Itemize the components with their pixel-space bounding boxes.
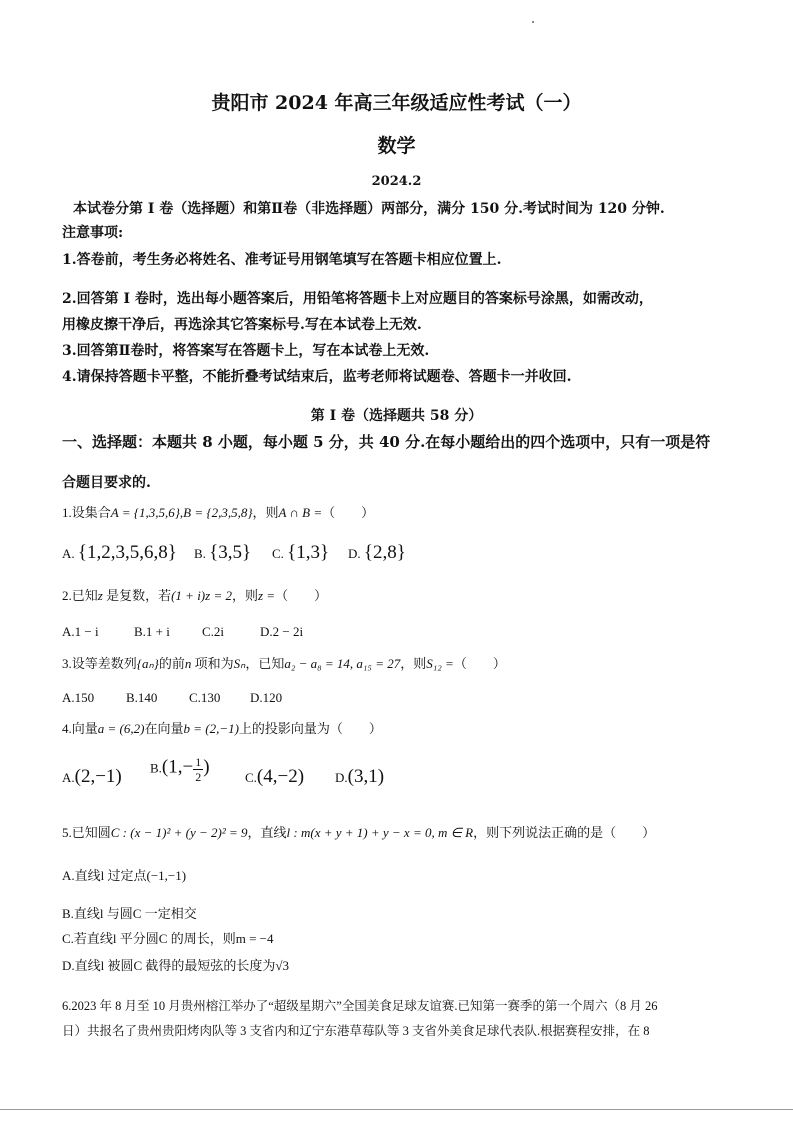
q1-option-b[interactable]: B. {3,5}: [194, 542, 252, 563]
notice-item-2-cont: 用橡皮擦干净后，再选涂其它答案标号.写在本试卷上无效.: [62, 317, 422, 333]
q2-option-b[interactable]: B.1 + i: [134, 624, 170, 639]
q1-comma: ,: [179, 505, 184, 520]
question-4: [62, 718, 382, 737]
q5-circle: C : (x − 1)² + (y − 2)² = 9: [110, 825, 248, 840]
q3-expr: S₁₂ =: [426, 656, 454, 671]
q5-option-b[interactable]: B.直线l 与圆C 一定相交: [62, 906, 197, 921]
q5-line: l : m(x + y + 1) + y − x = 0, m ∈ R: [286, 825, 474, 840]
q4-tail: 上的投影向量为（ ）: [238, 721, 382, 736]
q1-option-c[interactable]: C. {1,3}: [272, 542, 330, 563]
q4-option-a[interactable]: A.(2,−1): [62, 766, 122, 787]
q4-option-c[interactable]: C.(4,−2): [245, 766, 305, 787]
question-1: [62, 502, 374, 521]
q1-mid: ，则: [252, 505, 279, 520]
q4-option-b[interactable]: B.(1,− $\frac{1}{2}$ ): [150, 755, 210, 784]
q1-paren: （ ）: [322, 505, 375, 520]
q4-option-d[interactable]: D.(3,1): [335, 766, 385, 787]
q3-mid2: 项和为: [191, 656, 234, 671]
q2-mid2: ，则: [231, 588, 258, 603]
q4-vector-a: a = (6,2): [97, 721, 145, 736]
notice-item-3: 3.回答第Ⅱ卷时，将答案写在答题卡上，写在本试卷上无效.: [62, 343, 430, 359]
q2-var: z: [97, 588, 103, 603]
q2-paren: （ ）: [275, 588, 328, 603]
q2-option-a[interactable]: A.1 − i: [62, 624, 99, 639]
q3-condition: a₂ − a₈ = 14, a₁₅ = 27: [284, 656, 401, 671]
question-5: [62, 822, 655, 841]
q3-n: n: [184, 656, 192, 671]
question-6-line-1: 6.2023 年 8 月至 10 月贵州榕江举办了“超级星期六”全国美食足球友谊赛.已知第一赛季的第一个周六（8 月 26: [62, 999, 658, 1013]
q3-option-a[interactable]: A.150: [62, 690, 95, 705]
q1-set-b: B = {2,3,5,8}: [183, 505, 253, 520]
question-2: [62, 585, 327, 604]
q1-set-a: A = {1,3,5,6}: [110, 505, 180, 520]
q3-option-d[interactable]: D.120: [250, 690, 283, 705]
page-speck: [532, 21, 534, 23]
notice-item-2: 2.回答第 I 卷时，选出每小题答案后，用铅笔将答题卡上对应题目的答案标号涂黑，如需改动，: [62, 291, 653, 307]
part-heading-cont: 合题目要求的.: [62, 475, 151, 491]
q5-tail: ，则下列说法正确的是（ ）: [473, 825, 656, 840]
q1-option-d[interactable]: D. {2,8}: [348, 542, 406, 563]
q5-option-d[interactable]: D.直线l 被圆C 截得的最短弦的长度为√3: [62, 958, 290, 973]
q2-prefix: 2.已知: [62, 588, 98, 603]
exam-date: 2024.2: [371, 174, 422, 189]
q2-equation: (1 + i)z = 2: [171, 588, 232, 603]
q5-prefix: 5.已知圆: [62, 825, 111, 840]
q3-option-c[interactable]: C.130: [189, 690, 221, 705]
q2-option-d[interactable]: D.2 − 2i: [260, 624, 304, 639]
q2-expr: z =: [257, 588, 276, 603]
q3-sn: Sₙ: [233, 656, 246, 671]
page-bottom-rule: [0, 1109, 793, 1110]
notice-item-4: 4.请保持答题卡平整，不能折叠考试结束后，监考老师将试题卷、答题卡一并收回.: [62, 369, 572, 385]
q4-mid: 在向量: [144, 721, 184, 736]
q5-option-c[interactable]: C.若直线l 平分圆C 的周长，则m = −4: [62, 931, 274, 946]
q4-b-fraction: $\frac{1}{2}$: [195, 755, 202, 784]
section-heading: 第 I 卷（选择题共 58 分）: [310, 408, 483, 424]
q4-vector-b: b = (2,−1): [183, 721, 239, 736]
part-heading: 一、选择题：本题共 8 小题，每小题 5 分，共 40 分.在每小题给出的四个选项中，只有一项是符: [62, 433, 711, 451]
q3-paren: （ ）: [453, 656, 506, 671]
q2-option-c[interactable]: C.2i: [202, 624, 225, 639]
q1-expr: A ∩ B =: [278, 505, 323, 520]
exam-subject: 数学: [377, 135, 416, 157]
exam-intro: 本试卷分第 I 卷（选择题）和第Ⅱ卷（非选择题）两部分，满分 150 分.考试时间为 120 分钟.: [73, 201, 665, 217]
notice-item-1: 1.答卷前，考生务必将姓名、准考证号用钢笔填写在答题卡相应位置上.: [62, 252, 502, 268]
q3-option-b[interactable]: B.140: [126, 690, 158, 705]
question-6-line-2: 日）共报名了贵州贵阳烤肉队等 3 支省内和辽宁东港草莓队等 3 支省外美食足球代表队.根据赛程安排，在 8: [62, 1024, 650, 1038]
q3-mid1: 的前: [158, 656, 185, 671]
question-3: [62, 653, 506, 672]
notice-heading: 注意事项:: [62, 225, 124, 241]
q3-sequence: {aₙ}: [136, 656, 159, 671]
q3-prefix: 3.设等差数列: [62, 656, 137, 671]
q1-option-a[interactable]: A. {1,2,3,5,6,8}: [62, 542, 177, 563]
q3-mid3: ，已知: [245, 656, 285, 671]
exam-title: 贵阳市 2024 年高三年级适应性考试（一）: [211, 92, 582, 114]
q5-option-a[interactable]: A.直线l 过定点(−1,−1): [62, 868, 187, 883]
q4-prefix: 4.向量: [62, 721, 98, 736]
q5-mid: ，直线: [247, 825, 287, 840]
q3-mid4: ，则: [400, 656, 427, 671]
q2-mid1: 是复数，若: [102, 588, 172, 603]
q1-prefix: 1.设集合: [62, 505, 111, 520]
